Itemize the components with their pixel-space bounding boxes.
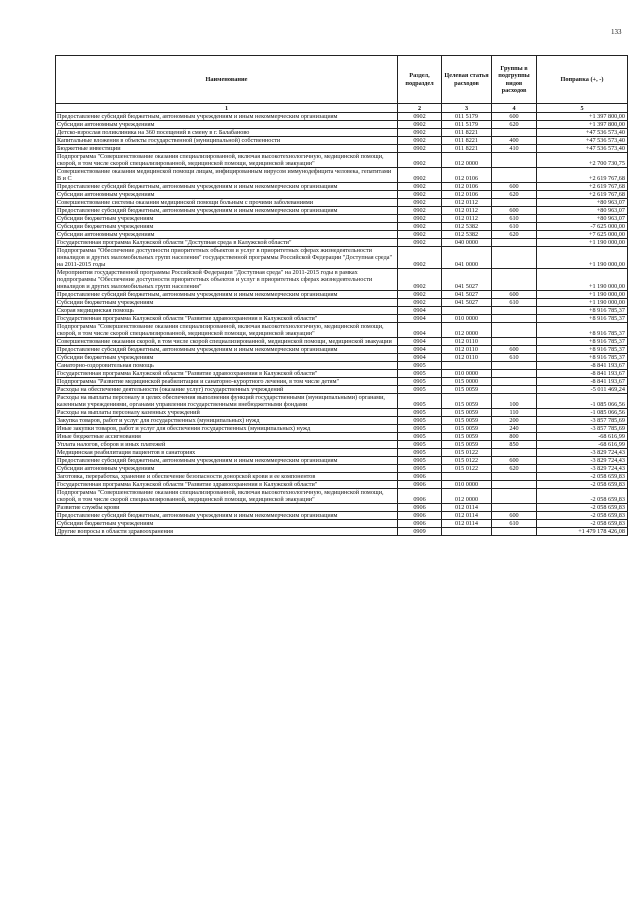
- table-row: [56, 183, 628, 191]
- row-target-article: 010 0000: [442, 481, 492, 489]
- row-expense-group: 610: [492, 299, 537, 307]
- row-section: 0902: [398, 199, 442, 207]
- row-expense-group: [492, 307, 537, 315]
- row-expense-group: [492, 504, 537, 512]
- row-amendment: +47 536 573,40: [537, 137, 628, 145]
- table-row: [56, 223, 628, 231]
- row-expense-group: [492, 315, 537, 323]
- row-expense-group: 100: [492, 394, 537, 409]
- row-target-article: 015 0122: [442, 449, 492, 457]
- row-section: 0902: [398, 183, 442, 191]
- row-target-article: [442, 362, 492, 370]
- row-amendment: -2 058 659,83: [537, 481, 628, 489]
- row-section: 0902: [398, 121, 442, 129]
- row-target-article: 011 8221: [442, 145, 492, 153]
- row-section: 0902: [398, 153, 442, 168]
- row-expense-group: [492, 528, 537, 536]
- row-name: Подпрограмма "Развитие медицинской реабилитации и санаторно-курортного лечения, в том числе детям": [56, 378, 398, 386]
- table-row: [56, 370, 628, 378]
- row-target-article: 012 0106: [442, 168, 492, 183]
- row-expense-group: 620: [492, 121, 537, 129]
- row-amendment: -3 857 785,69: [537, 417, 628, 425]
- row-target-article: 015 0059: [442, 409, 492, 417]
- row-target-article: 015 0059: [442, 441, 492, 449]
- table-row: [56, 291, 628, 299]
- row-section: 0905: [398, 449, 442, 457]
- row-section: 0905: [398, 417, 442, 425]
- row-section: 0905: [398, 394, 442, 409]
- row-amendment: +1 190 000,00: [537, 269, 628, 291]
- row-section: 0906: [398, 481, 442, 489]
- row-name: Субсидии бюджетным учреждениям: [56, 223, 398, 231]
- row-section: 0904: [398, 315, 442, 323]
- row-expense-group: [492, 370, 537, 378]
- row-name: Расходы на обеспечение деятельности (оказание услуг) государственных учреждений: [56, 386, 398, 394]
- row-name: Скорая медицинская помощь: [56, 307, 398, 315]
- row-amendment: +80 963,07: [537, 207, 628, 215]
- row-expense-group: 110: [492, 409, 537, 417]
- row-name: Предоставление субсидий бюджетным, автономным учреждениям и иным некоммерческим организациям: [56, 346, 398, 354]
- column-number-row: [56, 104, 628, 113]
- row-name: Развитие службы крови: [56, 504, 398, 512]
- row-target-article: 011 5179: [442, 113, 492, 121]
- row-section: 0902: [398, 291, 442, 299]
- row-expense-group: 850: [492, 441, 537, 449]
- row-expense-group: 610: [492, 223, 537, 231]
- row-section: 0902: [398, 223, 442, 231]
- row-name: Субсидии бюджетным учреждениям: [56, 520, 398, 528]
- row-expense-group: [492, 378, 537, 386]
- row-target-article: [442, 528, 492, 536]
- table-row: [56, 473, 628, 481]
- row-expense-group: 610: [492, 354, 537, 362]
- row-target-article: 011 8221: [442, 129, 492, 137]
- table-row: [56, 457, 628, 465]
- row-amendment: -2 058 659,83: [537, 520, 628, 528]
- row-name: Субсидии бюджетным учреждениям: [56, 215, 398, 223]
- row-expense-group: [492, 239, 537, 247]
- row-expense-group: [492, 199, 537, 207]
- row-target-article: 041 5027: [442, 299, 492, 307]
- row-section: 0902: [398, 113, 442, 121]
- row-amendment: +8 916 785,37: [537, 307, 628, 315]
- row-section: 0905: [398, 441, 442, 449]
- row-section: 0904: [398, 354, 442, 362]
- row-section: 0902: [398, 299, 442, 307]
- row-target-article: 040 0000: [442, 239, 492, 247]
- row-section: 0909: [398, 528, 442, 536]
- header-section: Раздел, подраздел: [398, 56, 442, 104]
- row-target-article: 010 0000: [442, 370, 492, 378]
- row-target-article: 012 0000: [442, 153, 492, 168]
- row-name: Субсидии автономным учреждениям: [56, 465, 398, 473]
- row-amendment: -1 085 066,56: [537, 409, 628, 417]
- row-name: Расходы на выплаты персоналу в целях обеспечения выполнения функций государственными (муниципальными) органами, казенными учреждениями, органами управления государственными внебюджетными фондами: [56, 394, 398, 409]
- row-name: Совершенствование оказания скорой, в том числе скорой специализированной, медицинской помощи, медицинской эвакуации: [56, 338, 398, 346]
- row-amendment: +1 190 000,00: [537, 291, 628, 299]
- page-number: 133: [611, 28, 622, 36]
- row-name: Субсидии автономным учреждениям: [56, 191, 398, 199]
- table-row: [56, 409, 628, 417]
- row-target-article: 010 0000: [442, 315, 492, 323]
- row-target-article: 012 0112: [442, 215, 492, 223]
- row-amendment: +1 397 800,00: [537, 113, 628, 121]
- row-target-article: 012 0112: [442, 199, 492, 207]
- row-expense-group: [492, 386, 537, 394]
- row-section: 0905: [398, 457, 442, 465]
- row-section: 0902: [398, 191, 442, 199]
- row-amendment: +80 963,07: [537, 215, 628, 223]
- row-name: Подпрограмма "Обеспечение доступности приоритетных объектов и услуг в приоритетных сферах жизнедеятельности инвалидов и других маломобильных групп населения" государственной программы Российской Федерации "Доступная среда" на 2011-2015 годы: [56, 247, 398, 269]
- table-row: [56, 269, 628, 291]
- row-section: 0905: [398, 433, 442, 441]
- row-expense-group: 200: [492, 417, 537, 425]
- row-target-article: 011 5179: [442, 121, 492, 129]
- row-amendment: +1 190 000,00: [537, 299, 628, 307]
- table-row: [56, 153, 628, 168]
- table-row: [56, 145, 628, 153]
- row-name: Государственная программа Калужской области "Развитие здравоохранения в Калужской области": [56, 370, 398, 378]
- col-number: 4: [492, 104, 537, 113]
- row-amendment: +2 619 767,68: [537, 183, 628, 191]
- row-section: 0902: [398, 239, 442, 247]
- row-target-article: 012 5382: [442, 223, 492, 231]
- row-target-article: 015 0059: [442, 433, 492, 441]
- table-row: [56, 354, 628, 362]
- row-expense-group: [492, 362, 537, 370]
- header-expense-group: Группы в подгруппы видов расходов: [492, 56, 537, 104]
- row-amendment: +8 916 785,37: [537, 338, 628, 346]
- row-section: 0905: [398, 362, 442, 370]
- row-amendment: +8 916 785,37: [537, 354, 628, 362]
- row-expense-group: 620: [492, 231, 537, 239]
- row-section: 0905: [398, 378, 442, 386]
- row-target-article: 015 0059: [442, 394, 492, 409]
- table-row: [56, 199, 628, 207]
- row-amendment: +7 625 000,00: [537, 231, 628, 239]
- row-target-article: 012 0106: [442, 183, 492, 191]
- row-name: Государственная программа Калужской области "Развитие здравоохранения в Калужской области": [56, 481, 398, 489]
- row-expense-group: 600: [492, 113, 537, 121]
- header-amendment: Поправка (+, -): [537, 56, 628, 104]
- row-section: 0906: [398, 512, 442, 520]
- row-expense-group: 410: [492, 145, 537, 153]
- col-number: 5: [537, 104, 628, 113]
- row-name: Подпрограмма "Совершенствование оказания специализированной, включая высокотехнологичную, медицинской помощи, скорой, в том числе скорой специализированной, медицинской помощи, медицинской эвакуации": [56, 323, 398, 338]
- table-row: [56, 247, 628, 269]
- row-target-article: 015 0000: [442, 378, 492, 386]
- table-row: [56, 394, 628, 409]
- row-amendment: +1 190 000,00: [537, 247, 628, 269]
- row-section: 0902: [398, 247, 442, 269]
- row-name: Предоставление субсидий бюджетным, автономным учреждениям и иным некоммерческим организациям: [56, 457, 398, 465]
- table-body: [56, 113, 628, 536]
- row-name: Расходы на выплаты персоналу казенных учреждений: [56, 409, 398, 417]
- row-expense-group: [492, 323, 537, 338]
- row-expense-group: 600: [492, 457, 537, 465]
- row-section: 0902: [398, 269, 442, 291]
- row-name: Предоставление субсидий бюджетным, автономным учреждениям и иным некоммерческим организациям: [56, 207, 398, 215]
- table-row: [56, 362, 628, 370]
- row-name: Иные бюджетные ассигнования: [56, 433, 398, 441]
- table-row: [56, 299, 628, 307]
- row-target-article: 015 0059: [442, 386, 492, 394]
- table-row: [56, 338, 628, 346]
- row-expense-group: [492, 168, 537, 183]
- row-amendment: +8 916 785,37: [537, 346, 628, 354]
- table-row: [56, 512, 628, 520]
- row-section: 0902: [398, 231, 442, 239]
- row-target-article: 012 0110: [442, 346, 492, 354]
- row-name: Бюджетные инвестиции: [56, 145, 398, 153]
- row-expense-group: 600: [492, 512, 537, 520]
- row-name: Государственная программа Калужской области "Развитие здравоохранения в Калужской области": [56, 315, 398, 323]
- table-row: [56, 121, 628, 129]
- row-amendment: -7 625 000,00: [537, 223, 628, 231]
- row-section: 0902: [398, 137, 442, 145]
- col-number: 2: [398, 104, 442, 113]
- table-row: [56, 481, 628, 489]
- row-expense-group: 240: [492, 425, 537, 433]
- row-amendment: -8 841 193,67: [537, 378, 628, 386]
- row-name: Другие вопросы в области здравоохранения: [56, 528, 398, 536]
- row-expense-group: 600: [492, 207, 537, 215]
- row-amendment: -68 616,99: [537, 441, 628, 449]
- row-target-article: 012 0114: [442, 504, 492, 512]
- row-section: 0902: [398, 145, 442, 153]
- row-amendment: -2 058 659,83: [537, 512, 628, 520]
- row-expense-group: [492, 153, 537, 168]
- row-target-article: 012 0000: [442, 489, 492, 504]
- row-amendment: -2 058 659,83: [537, 489, 628, 504]
- row-target-article: 015 0059: [442, 425, 492, 433]
- row-target-article: 015 0122: [442, 457, 492, 465]
- row-name: Медицинская реабилитация пациентов в санаториях: [56, 449, 398, 457]
- row-section: 0904: [398, 307, 442, 315]
- row-amendment: +2 700 730,75: [537, 153, 628, 168]
- row-section: 0902: [398, 215, 442, 223]
- table-row: [56, 504, 628, 512]
- row-amendment: +2 619 767,68: [537, 168, 628, 183]
- table-row: [56, 441, 628, 449]
- table-row: [56, 433, 628, 441]
- row-amendment: -8 841 193,67: [537, 370, 628, 378]
- row-amendment: -3 857 785,69: [537, 425, 628, 433]
- row-expense-group: [492, 481, 537, 489]
- row-amendment: +2 619 767,68: [537, 191, 628, 199]
- row-target-article: 012 0112: [442, 207, 492, 215]
- header-name: Наименование: [56, 56, 398, 104]
- row-section: 0904: [398, 346, 442, 354]
- row-target-article: [442, 473, 492, 481]
- row-target-article: 015 0059: [442, 417, 492, 425]
- row-expense-group: 610: [492, 215, 537, 223]
- row-target-article: 012 0106: [442, 191, 492, 199]
- row-target-article: [442, 307, 492, 315]
- col-number: 1: [56, 104, 398, 113]
- row-expense-group: 400: [492, 137, 537, 145]
- row-amendment: +1 479 178 426,08: [537, 528, 628, 536]
- table-row: [56, 346, 628, 354]
- table-row: [56, 129, 628, 137]
- row-amendment: +1 190 000,00: [537, 239, 628, 247]
- row-section: 0906: [398, 473, 442, 481]
- table-row: [56, 520, 628, 528]
- row-name: Иные закупки товаров, работ и услуг для обеспечения государственных (муниципальных) нужд: [56, 425, 398, 433]
- row-amendment: -8 841 193,67: [537, 362, 628, 370]
- table-row: [56, 137, 628, 145]
- row-target-article: 012 0110: [442, 354, 492, 362]
- row-name: Совершенствование системы оказания медицинской помощи больным с прочими заболеваниями: [56, 199, 398, 207]
- table-row: [56, 378, 628, 386]
- row-amendment: -1 085 066,56: [537, 394, 628, 409]
- row-target-article: 011 8221: [442, 137, 492, 145]
- row-expense-group: [492, 489, 537, 504]
- row-section: 0906: [398, 504, 442, 512]
- row-name: Субсидии автономным учреждениям: [56, 231, 398, 239]
- row-expense-group: [492, 269, 537, 291]
- row-amendment: +1 397 800,00: [537, 121, 628, 129]
- row-target-article: 012 0110: [442, 338, 492, 346]
- row-name: Уплата налогов, сборов и иных платежей: [56, 441, 398, 449]
- header-row: [56, 56, 628, 104]
- row-expense-group: 600: [492, 346, 537, 354]
- row-expense-group: 600: [492, 183, 537, 191]
- row-name: Государственная программа Калужской области "Доступная среда в Калужской области": [56, 239, 398, 247]
- row-section: 0905: [398, 386, 442, 394]
- row-amendment: -3 829 724,43: [537, 465, 628, 473]
- table-row: [56, 315, 628, 323]
- row-expense-group: 800: [492, 433, 537, 441]
- row-name: Подпрограмма "Совершенствование оказания специализированной, включая высокотехнологичную, медицинской помощи, скорой, в том числе скорой специализированной, медицинской помощи, медицинской эвакуации": [56, 489, 398, 504]
- row-name: Заготовка, переработка, хранение и обеспечение безопасности донорской крови и ее компонентов: [56, 473, 398, 481]
- row-expense-group: [492, 338, 537, 346]
- row-name: Санаторно-оздоровительная помощь: [56, 362, 398, 370]
- table-row: [56, 323, 628, 338]
- row-amendment: +8 916 785,37: [537, 323, 628, 338]
- row-amendment: -2 058 659,83: [537, 504, 628, 512]
- row-expense-group: [492, 129, 537, 137]
- row-expense-group: [492, 449, 537, 457]
- row-target-article: 041 0000: [442, 247, 492, 269]
- row-amendment: -3 829 724,43: [537, 449, 628, 457]
- row-expense-group: 620: [492, 465, 537, 473]
- row-target-article: 012 5382: [442, 231, 492, 239]
- header-target-article: Целевая статья расходов: [442, 56, 492, 104]
- row-name: Предоставление субсидий бюджетным, автономным учреждениям и иным некоммерческим организациям: [56, 512, 398, 520]
- row-expense-group: 610: [492, 520, 537, 528]
- row-name: Совершенствование оказания медицинской помощи лицам, инфицированным вирусом иммунодефицита человека, гепатитами В и С: [56, 168, 398, 183]
- row-section: 0906: [398, 489, 442, 504]
- table-row: [56, 528, 628, 536]
- row-expense-group: [492, 247, 537, 269]
- row-target-article: 012 0114: [442, 512, 492, 520]
- row-name: Предоставление субсидий бюджетным, автономным учреждениям и иным некоммерческим организациям: [56, 113, 398, 121]
- budget-amendments-table: [55, 55, 628, 536]
- table-row: [56, 386, 628, 394]
- row-amendment: -5 011 469,24: [537, 386, 628, 394]
- row-amendment: +80 963,07: [537, 199, 628, 207]
- row-amendment: -3 829 724,43: [537, 457, 628, 465]
- row-target-article: 041 5027: [442, 269, 492, 291]
- row-section: 0905: [398, 425, 442, 433]
- table-row: [56, 489, 628, 504]
- row-name: Детско-взрослая поликлиника на 360 посещений в смену в г. Балабаново: [56, 129, 398, 137]
- table-row: [56, 191, 628, 199]
- table-row: [56, 168, 628, 183]
- row-section: 0902: [398, 129, 442, 137]
- table-row: [56, 307, 628, 315]
- table-row: [56, 231, 628, 239]
- row-name: Субсидии бюджетным учреждениям: [56, 354, 398, 362]
- row-name: Предоставление субсидий бюджетным, автономным учреждениям и иным некоммерческим организациям: [56, 291, 398, 299]
- row-name: Субсидии автономным учреждениям: [56, 121, 398, 129]
- row-target-article: 041 5027: [442, 291, 492, 299]
- table-row: [56, 215, 628, 223]
- row-section: 0905: [398, 370, 442, 378]
- row-section: 0902: [398, 207, 442, 215]
- row-expense-group: 600: [492, 291, 537, 299]
- table-row: [56, 449, 628, 457]
- row-target-article: 012 0000: [442, 323, 492, 338]
- row-section: 0905: [398, 465, 442, 473]
- row-expense-group: [492, 473, 537, 481]
- row-target-article: 012 0114: [442, 520, 492, 528]
- table-row: [56, 417, 628, 425]
- row-amendment: +47 536 573,40: [537, 129, 628, 137]
- row-section: 0902: [398, 168, 442, 183]
- col-number: 3: [442, 104, 492, 113]
- table-row: [56, 465, 628, 473]
- row-amendment: -68 616,99: [537, 433, 628, 441]
- table-row: [56, 207, 628, 215]
- row-name: Предоставление субсидий бюджетным, автономным учреждениям и иным некоммерческим организациям: [56, 183, 398, 191]
- row-section: 0906: [398, 520, 442, 528]
- row-expense-group: 620: [492, 191, 537, 199]
- row-amendment: +8 916 785,37: [537, 315, 628, 323]
- row-name: Субсидии бюджетным учреждениям: [56, 299, 398, 307]
- row-section: 0905: [398, 409, 442, 417]
- table-row: [56, 113, 628, 121]
- row-section: 0904: [398, 338, 442, 346]
- row-section: 0904: [398, 323, 442, 338]
- row-name: Мероприятия государственной программы Российской Федерации "Доступная среда" на 2011-2015 годы в рамках подпрограммы "Обеспечение доступности приоритетных объектов и услуг в приоритетных сферах жизнедеятельности инвалидов и других маломобильных групп населения": [56, 269, 398, 291]
- row-name: Подпрограмма "Совершенствование оказания специализированной, включая высокотехнологичную, медицинской помощи, скорой, в том числе скорой специализированной, медицинской помощи, медицинской эвакуации": [56, 153, 398, 168]
- row-target-article: 015 0122: [442, 465, 492, 473]
- table-row: [56, 425, 628, 433]
- row-name: Капитальные вложения в объекты государственной (муниципальной) собственности: [56, 137, 398, 145]
- row-amendment: -2 058 659,83: [537, 473, 628, 481]
- row-name: Закупка товаров, работ и услуг для государственных (муниципальных) нужд: [56, 417, 398, 425]
- table-row: [56, 239, 628, 247]
- row-amendment: +47 536 573,40: [537, 145, 628, 153]
